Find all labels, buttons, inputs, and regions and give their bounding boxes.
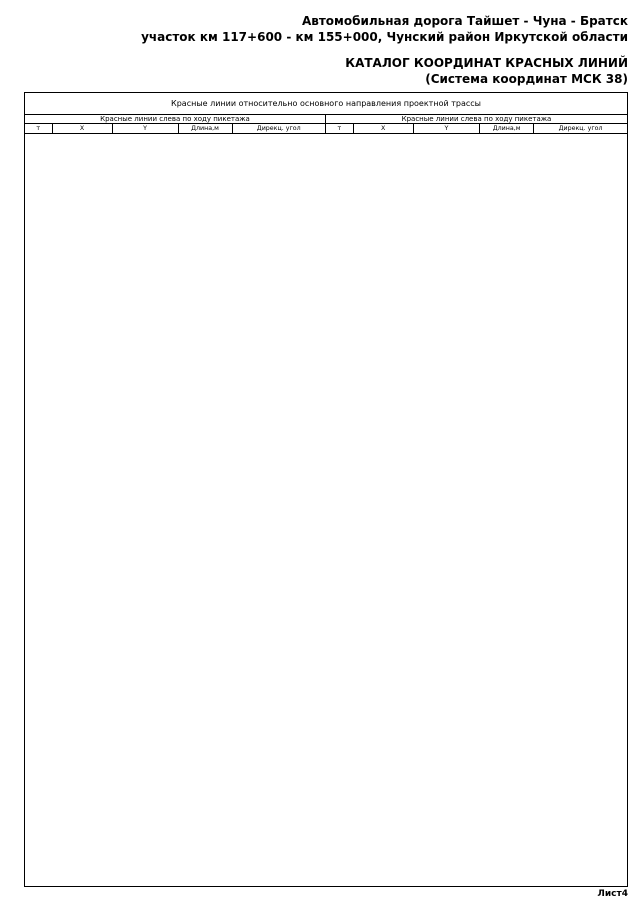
header-length: Длина,м <box>479 124 533 133</box>
title-line2: участок км 117+600 - км 155+000, Чунский район Иркутской области <box>141 30 628 44</box>
header-angle: Дирекц. угол <box>232 124 325 133</box>
right-caption: Красные линии слева по ходу пикетажа <box>326 115 627 124</box>
header-point: т <box>326 124 353 133</box>
catalog-subtitle: (Система координат МСК 38) <box>425 72 628 86</box>
header-x: X <box>353 124 413 133</box>
header-y: Y <box>413 124 479 133</box>
header-length: Длина,м <box>178 124 232 133</box>
right-half <box>326 115 627 134</box>
header-point: т <box>25 124 52 133</box>
left-table <box>25 124 325 134</box>
right-table <box>326 124 627 134</box>
left-caption: Красные линии слева по ходу пикетажа <box>25 115 325 124</box>
sheet-number: Лист4 <box>597 889 628 899</box>
coordinates-table-frame <box>24 92 628 887</box>
table-halves <box>25 115 627 134</box>
catalog-title: КАТАЛОГ КООРДИНАТ КРАСНЫХ ЛИНИЙ <box>345 56 628 70</box>
header-angle: Дирекц. угол <box>534 124 627 133</box>
left-half <box>25 115 326 134</box>
title-line1: Автомобильная дорога Тайшет - Чуна - Братск <box>301 14 628 28</box>
header-y: Y <box>112 124 178 133</box>
header-x: X <box>52 124 112 133</box>
band-title: Красные линии относительно основного направления проектной трассы <box>25 93 627 115</box>
